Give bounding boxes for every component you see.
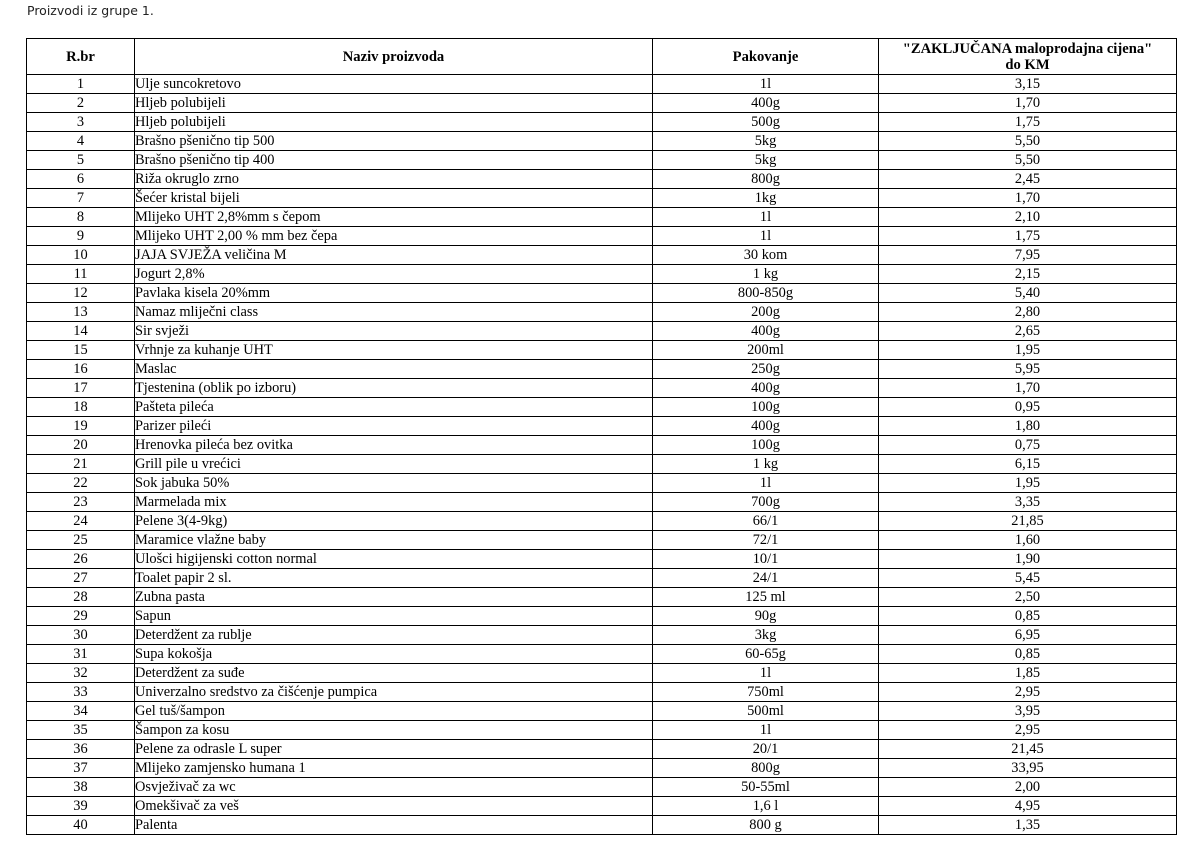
cell-number: 25 xyxy=(27,531,135,550)
cell-number: 12 xyxy=(27,284,135,303)
cell-price: 2,50 xyxy=(879,588,1177,607)
cell-name: Šećer kristal bijeli xyxy=(135,189,653,208)
table-row xyxy=(27,322,1177,341)
cell-packaging: 500ml xyxy=(653,702,879,721)
cell-packaging: 50-55ml xyxy=(653,778,879,797)
table-row xyxy=(27,151,1177,170)
cell-price: 5,50 xyxy=(879,132,1177,151)
cell-number: 21 xyxy=(27,455,135,474)
cell-price: 1,70 xyxy=(879,94,1177,113)
cell-number: 3 xyxy=(27,113,135,132)
table-row xyxy=(27,436,1177,455)
cell-name: Zubna pasta xyxy=(135,588,653,607)
cell-number: 40 xyxy=(27,816,135,835)
header-price xyxy=(879,39,1177,75)
cell-name: Vrhnje za kuhanje UHT xyxy=(135,341,653,360)
cell-price: 1,70 xyxy=(879,189,1177,208)
cell-number: 13 xyxy=(27,303,135,322)
cell-number: 38 xyxy=(27,778,135,797)
table-row xyxy=(27,512,1177,531)
cell-name: Marmelada mix xyxy=(135,493,653,512)
cell-number: 31 xyxy=(27,645,135,664)
cell-name: Univerzalno sredstvo za čišćenje pumpica xyxy=(135,683,653,702)
cell-number: 36 xyxy=(27,740,135,759)
cell-price: 1,90 xyxy=(879,550,1177,569)
cell-price: 0,85 xyxy=(879,645,1177,664)
cell-packaging: 3kg xyxy=(653,626,879,645)
cell-number: 39 xyxy=(27,797,135,816)
cell-name: Osvježivač za wc xyxy=(135,778,653,797)
cell-price: 0,75 xyxy=(879,436,1177,455)
cell-number: 9 xyxy=(27,227,135,246)
header-price-line1: "ZAKLJUČANA maloprodajna cijena" xyxy=(902,40,1153,57)
cell-packaging: 60-65g xyxy=(653,645,879,664)
cell-price: 3,35 xyxy=(879,493,1177,512)
cell-packaging: 1 kg xyxy=(653,455,879,474)
cell-packaging: 24/1 xyxy=(653,569,879,588)
cell-price: 4,95 xyxy=(879,797,1177,816)
cell-price: 6,15 xyxy=(879,455,1177,474)
cell-number: 5 xyxy=(27,151,135,170)
cell-packaging: 1l xyxy=(653,474,879,493)
cell-name: Pavlaka kisela 20%mm xyxy=(135,284,653,303)
cell-number: 1 xyxy=(27,75,135,94)
header-price-line2: do KM xyxy=(1005,56,1050,73)
cell-number: 27 xyxy=(27,569,135,588)
cell-name: Pelene za odrasle L super xyxy=(135,740,653,759)
table-row xyxy=(27,113,1177,132)
cell-name: Hljeb polubijeli xyxy=(135,113,653,132)
table-row xyxy=(27,797,1177,816)
header-number: R.br xyxy=(27,39,135,75)
cell-packaging: 1l xyxy=(653,227,879,246)
cell-packaging: 1l xyxy=(653,721,879,740)
cell-number: 11 xyxy=(27,265,135,284)
table-row xyxy=(27,778,1177,797)
table-row xyxy=(27,588,1177,607)
cell-price: 2,15 xyxy=(879,265,1177,284)
table-body xyxy=(27,75,1177,835)
cell-packaging: 125 ml xyxy=(653,588,879,607)
cell-number: 2 xyxy=(27,94,135,113)
cell-name: Grill pile u vrećici xyxy=(135,455,653,474)
table-row xyxy=(27,189,1177,208)
cell-price: 1,75 xyxy=(879,113,1177,132)
cell-name: Šampon za kosu xyxy=(135,721,653,740)
cell-number: 4 xyxy=(27,132,135,151)
cell-packaging: 10/1 xyxy=(653,550,879,569)
cell-name: Pelene 3(4-9kg) xyxy=(135,512,653,531)
cell-name: Sok jabuka 50% xyxy=(135,474,653,493)
cell-number: 33 xyxy=(27,683,135,702)
cell-price: 1,95 xyxy=(879,474,1177,493)
cell-price: 5,45 xyxy=(879,569,1177,588)
table-row xyxy=(27,759,1177,778)
cell-name: Ulošci higijenski cotton normal xyxy=(135,550,653,569)
cell-name: Parizer pileći xyxy=(135,417,653,436)
cell-packaging: 800 g xyxy=(653,816,879,835)
table-row xyxy=(27,303,1177,322)
cell-packaging: 400g xyxy=(653,322,879,341)
cell-packaging: 20/1 xyxy=(653,740,879,759)
cell-packaging: 72/1 xyxy=(653,531,879,550)
cell-packaging: 100g xyxy=(653,398,879,417)
cell-name: Palenta xyxy=(135,816,653,835)
table-row xyxy=(27,740,1177,759)
cell-number: 6 xyxy=(27,170,135,189)
table-row xyxy=(27,379,1177,398)
cell-price: 1,85 xyxy=(879,664,1177,683)
table-row xyxy=(27,569,1177,588)
table-row xyxy=(27,645,1177,664)
cell-packaging: 400g xyxy=(653,417,879,436)
cell-price: 3,15 xyxy=(879,75,1177,94)
cell-packaging: 1l xyxy=(653,75,879,94)
cell-price: 1,75 xyxy=(879,227,1177,246)
cell-name: Pašteta pileća xyxy=(135,398,653,417)
cell-price: 2,95 xyxy=(879,683,1177,702)
table-row xyxy=(27,398,1177,417)
cell-number: 19 xyxy=(27,417,135,436)
cell-number: 34 xyxy=(27,702,135,721)
table-row xyxy=(27,550,1177,569)
table-row xyxy=(27,94,1177,113)
table-row xyxy=(27,626,1177,645)
header-packaging: Pakovanje xyxy=(653,39,879,75)
cell-number: 15 xyxy=(27,341,135,360)
cell-price: 3,95 xyxy=(879,702,1177,721)
cell-number: 14 xyxy=(27,322,135,341)
cell-price: 0,85 xyxy=(879,607,1177,626)
cell-name: Hrenovka pileća bez ovitka xyxy=(135,436,653,455)
cell-name: Mlijeko UHT 2,8%mm s čepom xyxy=(135,208,653,227)
cell-price: 5,95 xyxy=(879,360,1177,379)
table-row xyxy=(27,531,1177,550)
cell-name: Toalet papir 2 sl. xyxy=(135,569,653,588)
table-row xyxy=(27,664,1177,683)
cell-packaging: 90g xyxy=(653,607,879,626)
cell-name: JAJA SVJEŽA veličina M xyxy=(135,246,653,265)
table-row xyxy=(27,132,1177,151)
cell-name: Brašno pšenično tip 500 xyxy=(135,132,653,151)
cell-price: 2,80 xyxy=(879,303,1177,322)
cell-number: 10 xyxy=(27,246,135,265)
cell-packaging: 200ml xyxy=(653,341,879,360)
cell-packaging: 1kg xyxy=(653,189,879,208)
cell-packaging: 66/1 xyxy=(653,512,879,531)
cell-price: 5,50 xyxy=(879,151,1177,170)
table-row xyxy=(27,417,1177,436)
cell-name: Deterdžent za suđe xyxy=(135,664,653,683)
cell-price: 2,00 xyxy=(879,778,1177,797)
cell-number: 18 xyxy=(27,398,135,417)
table-row xyxy=(27,227,1177,246)
table-header xyxy=(27,39,1177,75)
cell-name: Namaz mliječni class xyxy=(135,303,653,322)
cell-packaging: 750ml xyxy=(653,683,879,702)
cell-number: 30 xyxy=(27,626,135,645)
cell-price: 21,85 xyxy=(879,512,1177,531)
table-row xyxy=(27,816,1177,835)
cell-packaging: 100g xyxy=(653,436,879,455)
cell-number: 32 xyxy=(27,664,135,683)
cell-price: 2,65 xyxy=(879,322,1177,341)
cell-name: Supa kokošja xyxy=(135,645,653,664)
table-row xyxy=(27,75,1177,94)
cell-packaging: 5kg xyxy=(653,151,879,170)
cell-number: 24 xyxy=(27,512,135,531)
cell-price: 5,40 xyxy=(879,284,1177,303)
cell-packaging: 30 kom xyxy=(653,246,879,265)
cell-number: 37 xyxy=(27,759,135,778)
cell-number: 29 xyxy=(27,607,135,626)
cell-name: Sir svježi xyxy=(135,322,653,341)
table-row xyxy=(27,702,1177,721)
cell-price: 1,70 xyxy=(879,379,1177,398)
table-row xyxy=(27,474,1177,493)
cell-name: Deterdžent za rublje xyxy=(135,626,653,645)
cell-name: Brašno pšenično tip 400 xyxy=(135,151,653,170)
cell-packaging: 200g xyxy=(653,303,879,322)
cell-price: 1,35 xyxy=(879,816,1177,835)
cell-name: Ulje suncokretovo xyxy=(135,75,653,94)
cell-number: 7 xyxy=(27,189,135,208)
cell-packaging: 250g xyxy=(653,360,879,379)
cell-name: Tjestenina (oblik po izboru) xyxy=(135,379,653,398)
table-row xyxy=(27,683,1177,702)
cell-name: Maramice vlažne baby xyxy=(135,531,653,550)
cell-name: Jogurt 2,8% xyxy=(135,265,653,284)
header-row xyxy=(27,39,1177,75)
cell-name: Mlijeko zamjensko humana 1 xyxy=(135,759,653,778)
cell-packaging: 700g xyxy=(653,493,879,512)
cell-price: 7,95 xyxy=(879,246,1177,265)
cell-price: 21,45 xyxy=(879,740,1177,759)
cell-number: 23 xyxy=(27,493,135,512)
price-table xyxy=(26,38,1177,835)
cell-packaging: 800g xyxy=(653,759,879,778)
cell-price: 1,95 xyxy=(879,341,1177,360)
cell-price: 6,95 xyxy=(879,626,1177,645)
cell-number: 8 xyxy=(27,208,135,227)
cell-name: Hljeb polubijeli xyxy=(135,94,653,113)
cell-price: 1,60 xyxy=(879,531,1177,550)
cell-number: 20 xyxy=(27,436,135,455)
cell-number: 17 xyxy=(27,379,135,398)
cell-name: Mlijeko UHT 2,00 % mm bez čepa xyxy=(135,227,653,246)
cell-price: 1,80 xyxy=(879,417,1177,436)
table-row xyxy=(27,721,1177,740)
table-row xyxy=(27,246,1177,265)
cell-name: Omekšivač za veš xyxy=(135,797,653,816)
cell-price: 2,45 xyxy=(879,170,1177,189)
cell-number: 28 xyxy=(27,588,135,607)
cell-packaging: 400g xyxy=(653,94,879,113)
table-row xyxy=(27,493,1177,512)
cell-name: Gel tuš/šampon xyxy=(135,702,653,721)
table-row xyxy=(27,170,1177,189)
cell-number: 35 xyxy=(27,721,135,740)
cell-packaging: 5kg xyxy=(653,132,879,151)
cell-number: 22 xyxy=(27,474,135,493)
cell-price: 2,10 xyxy=(879,208,1177,227)
cell-packaging: 1 kg xyxy=(653,265,879,284)
table-row xyxy=(27,265,1177,284)
intro-text: Proizvodi iz grupe 1. xyxy=(27,3,154,18)
table-row xyxy=(27,208,1177,227)
cell-price: 33,95 xyxy=(879,759,1177,778)
table-row xyxy=(27,607,1177,626)
cell-name: Sapun xyxy=(135,607,653,626)
table-row xyxy=(27,284,1177,303)
cell-packaging: 1,6 l xyxy=(653,797,879,816)
cell-price: 2,95 xyxy=(879,721,1177,740)
cell-name: Maslac xyxy=(135,360,653,379)
cell-number: 26 xyxy=(27,550,135,569)
cell-number: 16 xyxy=(27,360,135,379)
cell-price: 0,95 xyxy=(879,398,1177,417)
cell-packaging: 400g xyxy=(653,379,879,398)
cell-packaging: 800-850g xyxy=(653,284,879,303)
header-name: Naziv proizvoda xyxy=(135,39,653,75)
cell-packaging: 1l xyxy=(653,664,879,683)
table-row xyxy=(27,341,1177,360)
table-row xyxy=(27,360,1177,379)
cell-packaging: 800g xyxy=(653,170,879,189)
cell-packaging: 1l xyxy=(653,208,879,227)
cell-packaging: 500g xyxy=(653,113,879,132)
table-row xyxy=(27,455,1177,474)
cell-name: Riža okruglo zrno xyxy=(135,170,653,189)
